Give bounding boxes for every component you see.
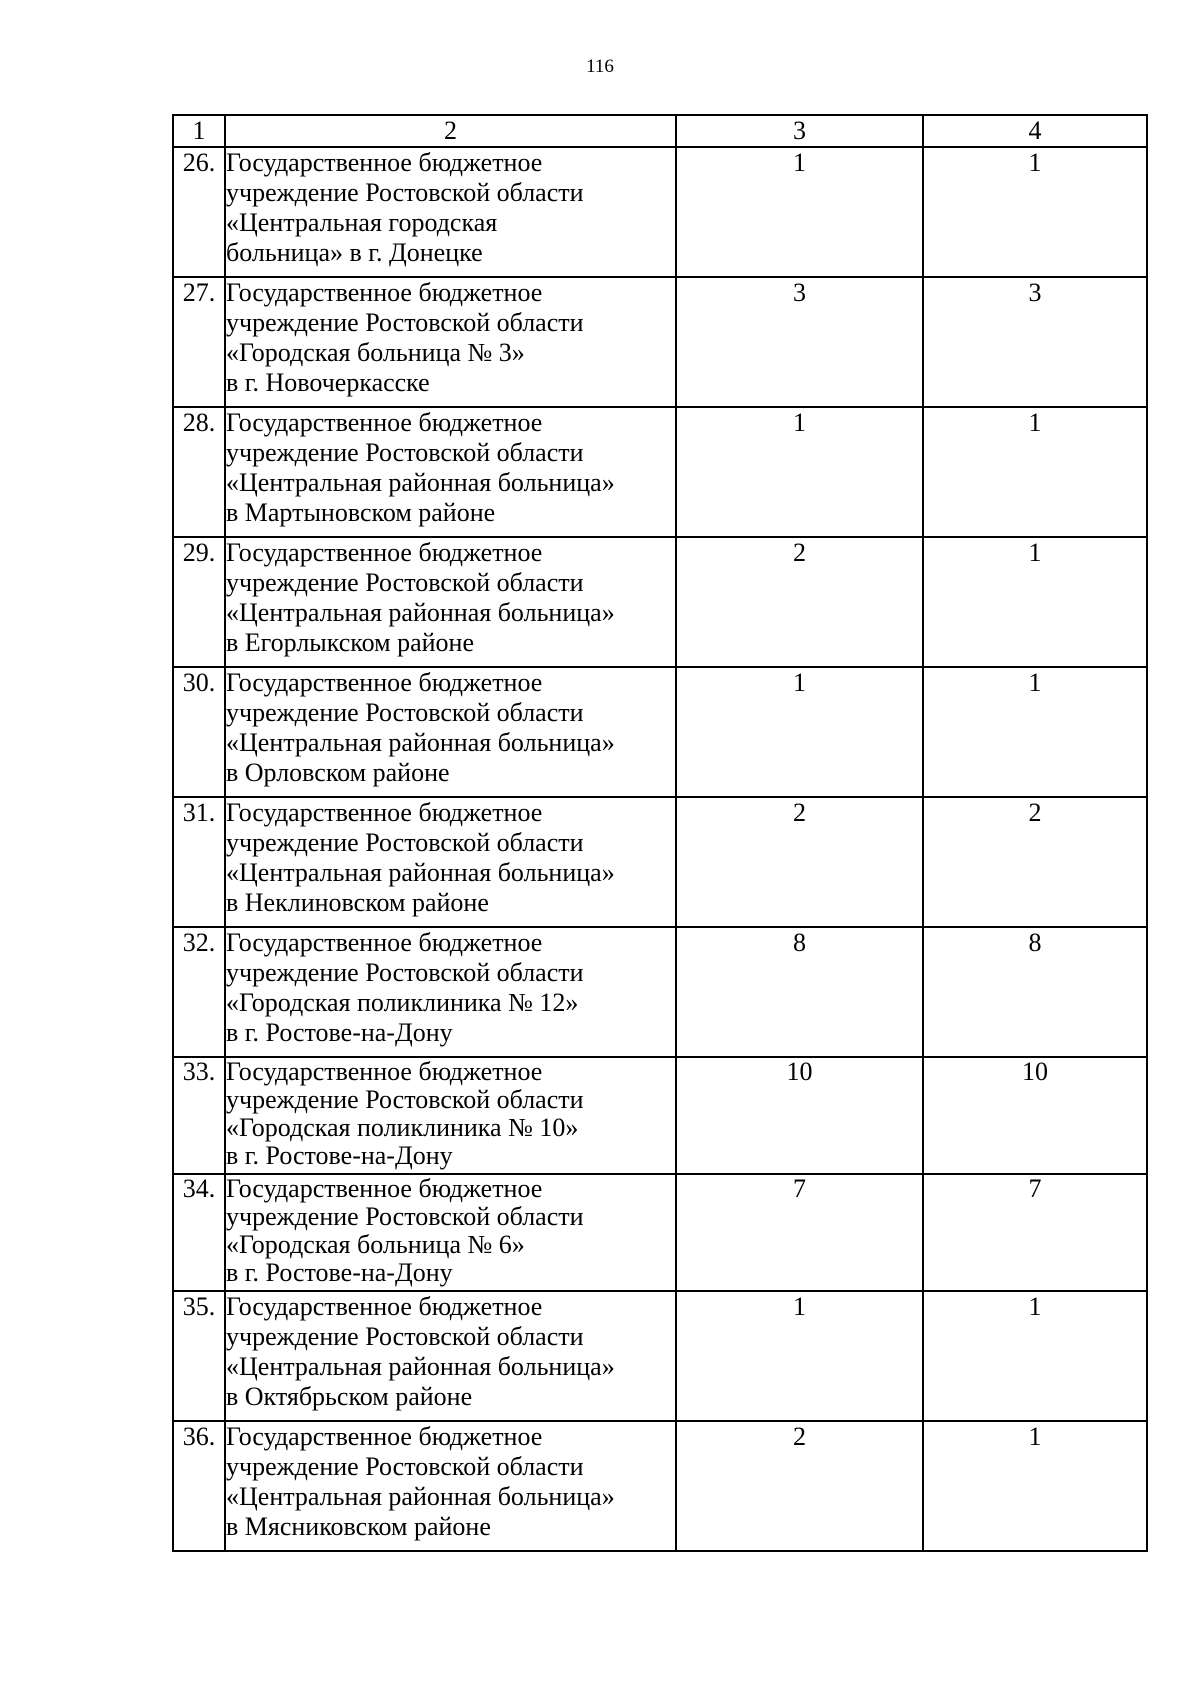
institution-name	[225, 277, 676, 407]
table-row	[173, 407, 1147, 537]
name-line: учреждение Ростовской области	[226, 828, 584, 857]
table-row	[173, 147, 1147, 277]
name-line: Государственное бюджетное	[226, 668, 543, 697]
value-col4: 1	[923, 407, 1147, 537]
value-col3: 1	[676, 667, 923, 797]
page-number: 116	[586, 56, 614, 77]
value-col3: 3	[676, 277, 923, 407]
table-header-row	[173, 115, 1147, 147]
header-cell-3: 3	[676, 115, 923, 147]
name-line: в Орловском районе	[226, 758, 450, 787]
header-cell-4: 4	[923, 115, 1147, 147]
name-line: Государственное бюджетное	[226, 148, 543, 177]
institution-name	[225, 537, 676, 667]
value-col3: 2	[676, 1421, 923, 1551]
name-line: в Октябрьском районе	[226, 1382, 473, 1411]
table-row	[173, 667, 1147, 797]
name-line: учреждение Ростовской области	[226, 438, 584, 467]
name-line: учреждение Ростовской области	[226, 308, 584, 337]
institution-name	[225, 667, 676, 797]
value-col4: 1	[923, 147, 1147, 277]
row-number: 33.	[173, 1057, 225, 1174]
value-col3: 2	[676, 797, 923, 927]
name-line: в г. Ростове-на-Дону	[226, 1018, 453, 1047]
header-cell-1: 1	[173, 115, 225, 147]
value-col4: 10	[923, 1057, 1147, 1174]
institution-name	[225, 1291, 676, 1421]
value-col4: 2	[923, 797, 1147, 927]
name-line: Государственное бюджетное	[226, 798, 543, 827]
table-row	[173, 1291, 1147, 1421]
name-line: «Центральная районная больница»	[226, 468, 615, 497]
name-line: в Мартыновском районе	[226, 498, 496, 527]
name-line: Государственное бюджетное	[226, 928, 543, 957]
name-line: в Егорлыкском районе	[226, 628, 474, 657]
name-line: Государственное бюджетное	[226, 408, 543, 437]
name-line: в г. Новочеркасске	[226, 368, 430, 397]
value-col3: 1	[676, 407, 923, 537]
value-col4: 1	[923, 1291, 1147, 1421]
value-col3: 7	[676, 1174, 923, 1291]
name-line: в Мясниковском районе	[226, 1512, 491, 1541]
row-number: 31.	[173, 797, 225, 927]
row-number: 28.	[173, 407, 225, 537]
name-line: в г. Ростове-на-Дону	[226, 1258, 453, 1287]
institution-name	[225, 1057, 676, 1174]
name-line: «Городская больница № 3»	[226, 338, 525, 367]
name-line: учреждение Ростовской области	[226, 1322, 584, 1351]
name-line: Государственное бюджетное	[226, 1292, 543, 1321]
table-row	[173, 537, 1147, 667]
table-row	[173, 797, 1147, 927]
row-number: 35.	[173, 1291, 225, 1421]
value-col3: 1	[676, 1291, 923, 1421]
name-line: «Центральная районная больница»	[226, 1352, 615, 1381]
value-col3: 1	[676, 147, 923, 277]
header-cell-2: 2	[225, 115, 676, 147]
name-line: учреждение Ростовской области	[226, 1452, 584, 1481]
table-row	[173, 1174, 1147, 1291]
row-number: 26.	[173, 147, 225, 277]
name-line: учреждение Ростовской области	[226, 1085, 584, 1114]
row-number: 30.	[173, 667, 225, 797]
name-line: «Городская поликлиника № 10»	[226, 1113, 579, 1142]
row-number: 36.	[173, 1421, 225, 1551]
institution-name	[225, 1421, 676, 1551]
name-line: учреждение Ростовской области	[226, 958, 584, 987]
name-line: учреждение Ростовской области	[226, 698, 584, 727]
name-line: учреждение Ростовской области	[226, 178, 584, 207]
value-col3: 8	[676, 927, 923, 1057]
hospital-table	[172, 114, 1148, 1552]
table-row	[173, 927, 1147, 1057]
institution-name	[225, 147, 676, 277]
value-col4: 7	[923, 1174, 1147, 1291]
table-row	[173, 1057, 1147, 1174]
table-row	[173, 1421, 1147, 1551]
institution-name	[225, 927, 676, 1057]
name-line: в г. Ростове-на-Дону	[226, 1141, 453, 1170]
name-line: Государственное бюджетное	[226, 1174, 543, 1203]
value-col4: 1	[923, 667, 1147, 797]
value-col4: 3	[923, 277, 1147, 407]
institution-name	[225, 1174, 676, 1291]
row-number: 34.	[173, 1174, 225, 1291]
value-col4: 1	[923, 537, 1147, 667]
value-col4: 1	[923, 1421, 1147, 1551]
row-number: 29.	[173, 537, 225, 667]
name-line: учреждение Ростовской области	[226, 1202, 584, 1231]
name-line: «Центральная городская	[226, 208, 498, 237]
name-line: «Центральная районная больница»	[226, 598, 615, 627]
name-line: Государственное бюджетное	[226, 1057, 543, 1086]
name-line: «Центральная районная больница»	[226, 1482, 615, 1511]
name-line: «Городская больница № 6»	[226, 1230, 525, 1259]
row-number: 27.	[173, 277, 225, 407]
name-line: Государственное бюджетное	[226, 278, 543, 307]
name-line: учреждение Ростовской области	[226, 568, 584, 597]
row-number: 32.	[173, 927, 225, 1057]
table-row	[173, 277, 1147, 407]
institution-name	[225, 797, 676, 927]
name-line: «Городская поликлиника № 12»	[226, 988, 579, 1017]
name-line: «Центральная районная больница»	[226, 728, 615, 757]
name-line: в Неклиновском районе	[226, 888, 489, 917]
value-col3: 2	[676, 537, 923, 667]
name-line: Государственное бюджетное	[226, 538, 543, 567]
name-line: больница» в г. Донецке	[226, 238, 483, 267]
name-line: «Центральная районная больница»	[226, 858, 615, 887]
institution-name	[225, 407, 676, 537]
value-col4: 8	[923, 927, 1147, 1057]
name-line: Государственное бюджетное	[226, 1422, 543, 1451]
value-col3: 10	[676, 1057, 923, 1174]
